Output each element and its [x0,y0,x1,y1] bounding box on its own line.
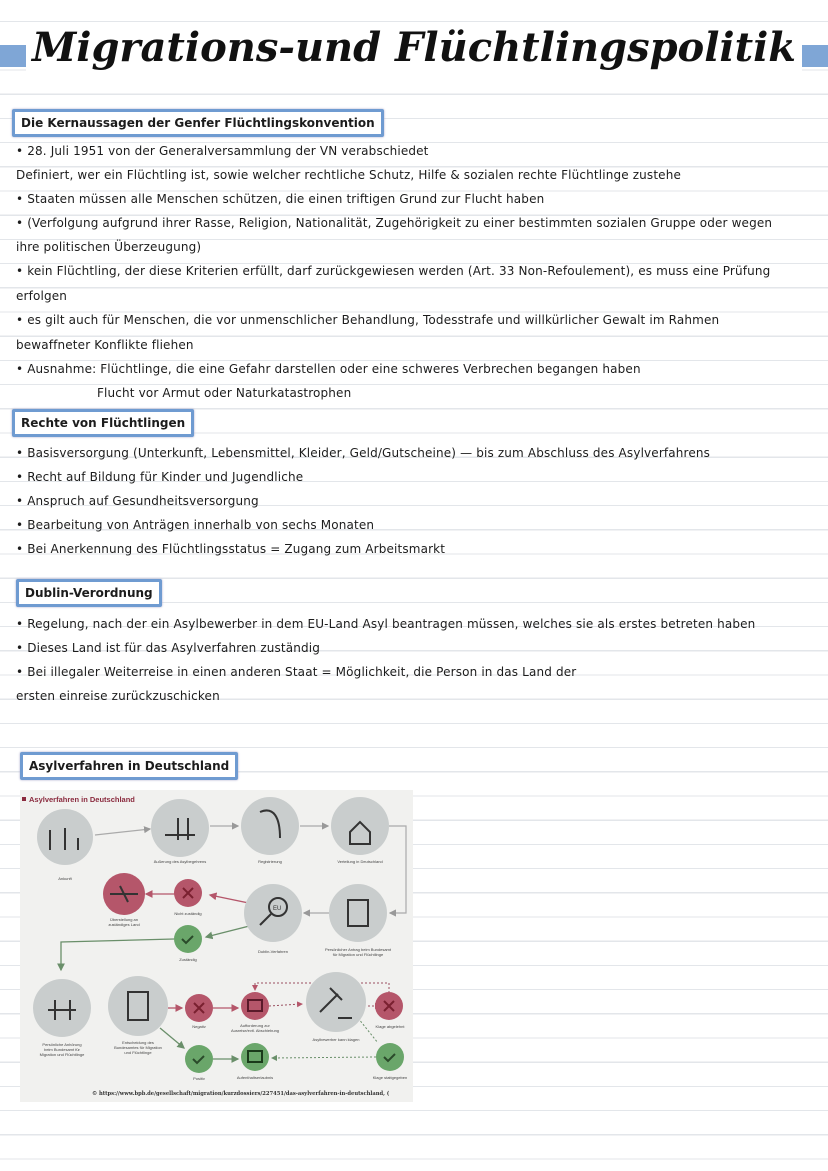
law-book-icon [108,976,168,1036]
germany-house-icon [331,797,389,855]
section-heading-rechte: Rechte von Flüchtlingen [12,409,194,437]
text-line: • (Verfolgung aufgrund ihrer Rasse, Religion, Nationalität, Zugehörigkeit zu einer bestimmten sozialen Gruppe oder wegen [16,216,773,230]
text-line: bewaffneter Konflikte fliehen [16,338,194,352]
check-icon [376,1043,404,1071]
label: Überstellung an [109,917,139,922]
section-heading-dublin: Dublin-Verordnung [16,579,162,607]
label: Verteilung in Deutschland [337,859,383,864]
label: Positiv [193,1076,205,1081]
label: Ausreise/evtl. Abschiebung [230,1028,280,1033]
page-title [0,24,828,71]
label: Negativ [192,1024,206,1029]
label: zuständiges Land [108,922,140,927]
label: Persönliche Anhörung [42,1042,82,1047]
text-line: • Bearbeitung von Anträgen innerhalb von sechs Monaten [16,518,375,532]
section-heading-genfer: Die Kernaussagen der Genfer Flüchtlingskonvention [12,109,384,137]
text-line: • 28. Juli 1951 von der Generalversammlung der VN verabschiedet [16,144,429,158]
check-icon [174,925,202,953]
label: Klage stattgegeben [372,1075,408,1080]
text-line: • Bei Anerkennung des Flüchtlingsstatus = Zugang zum Arbeitsmarkt [16,542,446,556]
permit-icon [241,1043,269,1071]
text-line: Definiert, wer ein Flüchtling ist, sowie welcher rechtliche Schutz, Hilfe & sozialen rechte Flüchtlinge zustehe [16,168,682,182]
text-line: • Bei illegaler Weiterreise in einen anderen Staat = Möglichkeit, die Person in das Land der [16,665,577,679]
asylum-request-icon [151,799,209,857]
diagram-title: Asylverfahren in Deutschland [29,795,135,804]
letter-icon [241,992,269,1020]
title-square-icon [22,797,26,801]
label: für Migration und Flüchtlinge [332,952,384,957]
text-line: • Basisversorgung (Unterkunft, Lebensmittel, Kleider, Geld/Gutscheine) — bis zum Abschluss des Asylverfahrens [16,446,711,460]
label: Äußerung des Asylbegehrens [153,859,207,864]
label: Registrierung [258,859,282,864]
eu-magnifier-icon [244,884,302,942]
text-line: • Ausnahme: Flüchtlinge, die eine Gefahr darstellen oder eine schweres Verbrechen begangen haben [16,362,641,376]
clipboard-icon [329,884,387,942]
text-line: erfolgen [16,289,68,303]
text-line: • Regelung, nach der ein Asylbewerber in dem EU-Land Asyl beantragen müssen, welches sie als erstes betreten haben [16,617,756,631]
label: Entscheidung des [122,1040,154,1045]
text-line: • Anspruch auf Gesundheitsversorgung [16,494,259,508]
section-heading-asylverfahren: Asylverfahren in Deutschland [20,752,238,780]
label: Bundesamtes für Migration [114,1045,162,1050]
text-line: • es gilt auch für Menschen, die vor unmenschlicher Behandlung, Todesstrafe und willkürlicher Gewalt im Rahmen [16,313,720,327]
text-line: ersten einreise zurückzuschicken [16,689,220,703]
text-line: • kein Flüchtling, der diese Kriterien erfüllt, darf zurückgewiesen werden (Art. 33 Non-Refoulement), es muss eine Prüfung [16,264,771,278]
label: Klage abgelehnt [375,1024,405,1029]
text-line: • Dieses Land ist für das Asylverfahren zuständig [16,641,321,655]
source-citation: © https://www.bpb.de/gesellschaft/migration/kurzdossiers/227451/das-asylverfahren-in-deutschland, ( [92,1091,390,1097]
interview-icon [33,979,91,1037]
label: und Flüchtlinge [124,1050,152,1055]
label: Migration und Flüchtlinge [39,1052,85,1057]
label: Dublin-Verfahren [257,949,289,954]
text-line: • Recht auf Bildung für Kinder und Jugendliche [16,470,304,484]
check-icon [185,1045,213,1073]
diagram-svg [20,790,413,1102]
label: Persönlicher Antrag beim Bundesamt [324,947,392,952]
text-line: • Staaten müssen alle Menschen schützen, die einen triftigen Grund zur Flucht haben [16,192,545,206]
label: beim Bundesamt für [44,1047,80,1052]
eu-label: EU [273,906,282,912]
gavel-icon [306,972,366,1032]
fingerprint-icon [241,797,299,855]
label: Ankunft [58,876,72,881]
asylverfahren-diagram [20,790,413,1102]
label: Nicht zuständig [174,911,202,916]
text-line: Flucht vor Armut oder Naturkatastrophen [97,386,352,400]
label: Aufenthaltserlaubnis [236,1075,274,1080]
label: Aufforderung zur [240,1023,270,1028]
page-title-text: Migrations-und Flüchtlingspolitik [26,24,802,71]
label: Zuständig [179,957,197,962]
label: Asylbewerber kann klagen [312,1037,360,1042]
text-line: ihre politischen Überzeugung) [16,240,202,254]
